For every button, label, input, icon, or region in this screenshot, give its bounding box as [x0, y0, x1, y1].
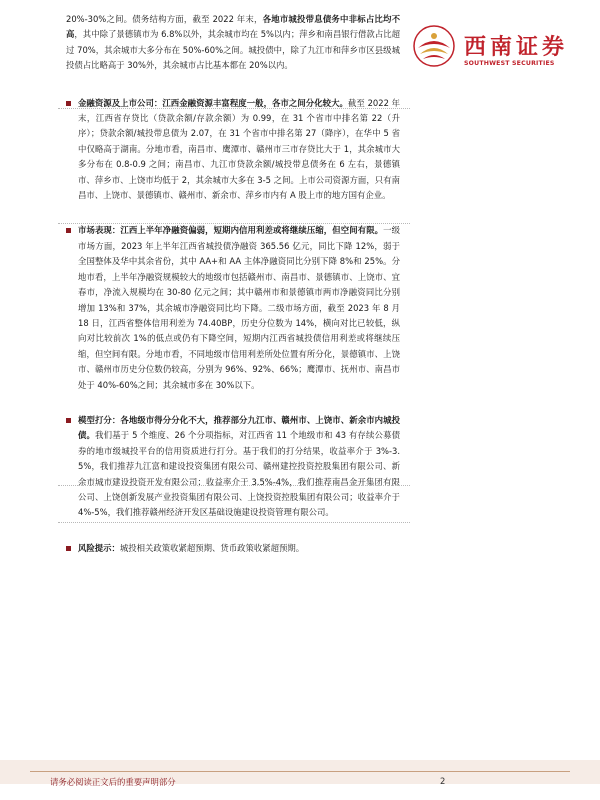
report-summary — [66, 12, 400, 564]
section-risk-warning — [66, 541, 400, 556]
footer-rule — [30, 771, 570, 772]
section-market-performance — [66, 223, 400, 392]
logo-chinese-name: 西南证券 — [464, 34, 569, 60]
section-divider — [58, 485, 410, 486]
brand-logo — [412, 22, 592, 78]
bullet-marker — [66, 546, 71, 551]
paragraph-market-performance: 市场表现：江西上半年净融资偏弱，短期内信用利差或将继续压缩，但空间有限。一级市场方面，2023 年上半年江西省城投债净融资 365.56 亿元，同比下降 12%，弱于全国整体及华中其余省份，其中 AA+和 AA 主体净融资同比分别下降 8%和 25%。分地市看，上半年净融资规模较大的地级市包括赣州市、南昌市、景德镇市、上饶市、宜春市，净流入规模均在 30-80 亿元之间；其中赣州市和景德镇市两市净融资同比分别增加 13%和 37%，其余城市净融资同比均下降。二级市场方面，截至 2023 年 8 月 18 日，江西省整体信用利差为 74.40BP，历史分位数为 14%，横向对比已较低，纵向对比较前次 1%的低点或仍有下降空间，短期内江西省城投债信用利差或将继续压缩，但空间有限。分地市看，不同地级市信用利差所处位置有所分化，景德镇市、上饶市、赣州市历史分位数仍较高，分别为 96%、92%、66%；鹰潭市、抚州市、南昌市处于 40%-60%之间；其余城市多在 30%以下。 — [78, 225, 401, 390]
page-number: 2 — [440, 776, 446, 786]
bullet-marker — [66, 101, 71, 106]
section-model-scoring — [66, 413, 400, 521]
paragraph-debt-structure: 20%-30%之间。债务结构方面，截至 2022 年末，各地市城投带息债务中非标占比均不高，其中除了景德镇市为 6.8%以外，其余城市均在 5%以内；萍乡和南昌银行借款占比超过 70%，其余城市大多分布在 50%-60%之间。城投债中，除了九江市和萍乡市区县级城投债占比略高于 30%外，其余城市占比基本都在 20%以内。 — [66, 14, 401, 71]
paragraph-financial-resources: 金融资源及上市公司：江西金融资源丰富程度一般，各市之间分化较大。截至 2022 年末，江西省存贷比（贷款余额/存款余额）为 0.99，在 31 个省市中排名第 22（升序）；贷款余额/城投带息债为 2.07，在 31 个省市中排名第 27（降序），在华中 5 省中仅略高于湖南。分地市看，南昌市、鹰潭市、赣州市三市存贷比大于 1，其余城市大多分布在 0.8-0.9 之间；南昌市、九江市贷款余额/城投带息债务在 6 左右，景德镇市、萍乡市、上饶市均低于 2，其余城市大多在 3-5 之间。上市公司资源方面，只有南昌市、上饶市、景德镇市、赣州市、新余市、萍乡市内有 A 股上市的地方国有企业。 — [78, 97, 400, 201]
section-divider — [58, 522, 410, 523]
footer-disclaimer: 请务必阅读正文后的重要声明部分 — [50, 777, 176, 787]
bullet-marker — [66, 418, 71, 423]
section-divider — [58, 108, 410, 109]
section-divider — [58, 223, 410, 224]
logo-english-name: SOUTHWEST SECURITIES — [464, 60, 555, 67]
southwest-securities-logo-icon — [412, 24, 456, 68]
bullet-marker — [66, 228, 71, 233]
paragraph-model-scoring: 模型打分：各地级市得分分化不大，推荐部分九江市、赣州市、上饶市、新余市内城投债。我们基于 5 个维度、26 个分项指标，对江西省 11 个地级市和 43 有存续公募债券的地市级城投平台的信用资质进行打分。基于我们的打分结果，收益率介于 3%-3.5%，我们推荐九江富和建设投资集团有限公司、赣州建控投资控股集团有限公司、新余市城市建设投资开发有限公司；收益率介于 3.5%-4%，我们推荐南昌金开集团有限公司、上饶创新发展产业投资集团有限公司、上饶投资控股集团有限公司；收益率介于 4%-5%，我们推荐赣州经济开发区基础设施建设投资管理有限公司。 — [78, 414, 401, 518]
section-financial-resources — [66, 96, 400, 204]
paragraph-risk-warning: 风险提示：城投相关政策收紧超预期、货币政策收紧超预期。 — [78, 542, 305, 553]
